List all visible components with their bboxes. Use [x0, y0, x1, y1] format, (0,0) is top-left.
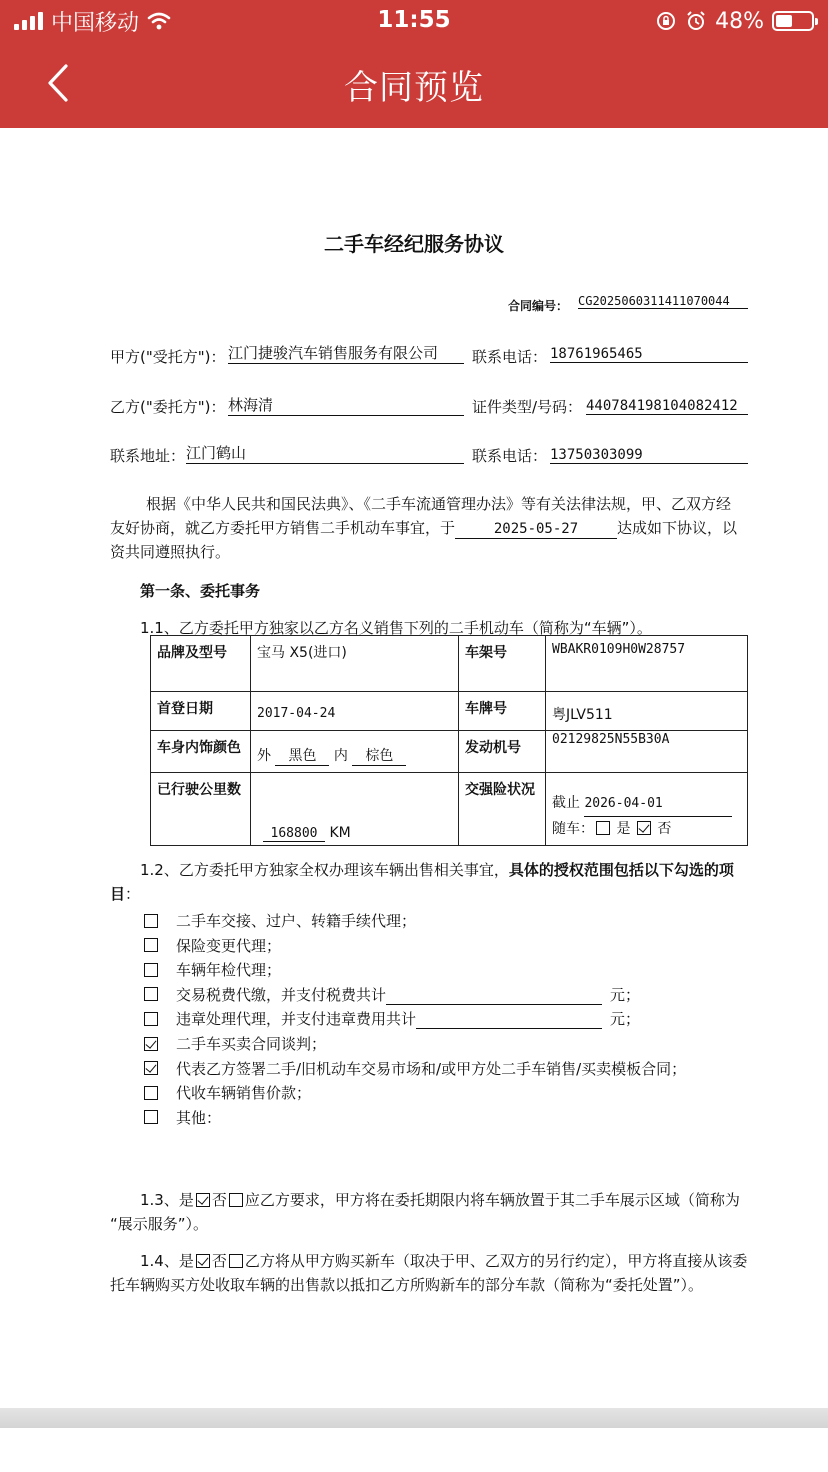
clause-1-4-yes: 1.4、是 [140, 1252, 194, 1270]
ext-prefix: 外 [257, 748, 271, 764]
option-label [176, 1033, 326, 1054]
clause-1-4-no: 否 [211, 1252, 227, 1270]
clause-1-4-text-2: 托车辆购买方处收取车辆的出售款以抵扣乙方所购新车的部分车款（简称为“委托处置”）。 [110, 1276, 704, 1294]
clause-1-3-text-2: “展示服务”）。 [110, 1215, 209, 1233]
insurance-value [546, 773, 748, 846]
intro-line-3: 资共同遵照执行。 [110, 543, 231, 561]
option-text: 其他： [176, 1108, 222, 1127]
intro-line-1: 根据《中华人民共和国民法典》、《二手车流通管理办法》等有关法律法规，甲、乙双方经 [146, 495, 732, 513]
phone-b: 13750303099 [550, 447, 748, 464]
authority-option[interactable] [142, 935, 281, 956]
clause-1-3 [110, 1188, 750, 1236]
clause-1-3-yes: 1.3、是 [140, 1191, 194, 1209]
option-label [176, 984, 640, 1005]
intro-text-a: 友好协商，就乙方委托甲方销售二手机动车事宜，于 [110, 519, 456, 537]
phone-a: 18761965465 [550, 346, 748, 363]
authority-option[interactable] [142, 910, 416, 931]
option-label [176, 1107, 221, 1128]
rotation-lock-icon [655, 10, 677, 32]
option-text: 保险变更代理； [176, 936, 282, 955]
battery-percent: 48% [715, 8, 764, 34]
option-text: 代收车辆销售价款； [176, 1084, 312, 1103]
int-color: 棕色 [352, 745, 406, 766]
clause-1-4-text: 乙方将从甲方购买新车（取决于甲、乙双方的另行约定），甲方将直接从该委 [244, 1252, 748, 1270]
option-checkbox[interactable] [144, 1037, 158, 1051]
section-1-heading: 第一条、委托事务 [140, 582, 261, 600]
intro-text-b: 达成如下协议，以 [617, 519, 738, 537]
option-checkbox[interactable] [144, 963, 158, 977]
bottom-area [0, 1428, 828, 1472]
option-checkbox[interactable] [144, 1110, 158, 1124]
engine-value: 02129825N55B30A [546, 731, 748, 773]
mileage-label: 已行驶公里数 [151, 773, 251, 846]
option-text: 车辆年检代理； [176, 961, 282, 980]
color-value [251, 731, 459, 773]
clause-1-3-no: 否 [211, 1191, 227, 1209]
authority-option[interactable] [142, 1082, 311, 1103]
clause-1-3-no-checkbox[interactable] [229, 1193, 243, 1207]
ins-until-label: 截止 [552, 795, 580, 811]
intro-date: 2025-05-27 [455, 520, 617, 539]
vin-value: WBAKR0109H0W28757 [546, 636, 748, 692]
authority-option[interactable] [142, 1033, 326, 1054]
option-label [176, 1058, 686, 1079]
page-title: 合同预览 [344, 68, 484, 108]
authority-option[interactable] [142, 1058, 686, 1079]
battery-icon [772, 11, 814, 31]
amount-blank[interactable] [386, 991, 602, 1005]
contract-no-label: 合同编号： [508, 299, 569, 313]
phone-label-b: 联系电话： [472, 447, 548, 465]
clause-1-2-colon: ： [125, 885, 141, 903]
ins-no-checkbox[interactable] [637, 821, 651, 835]
clause-1-2 [110, 858, 750, 906]
contract-document[interactable] [0, 128, 828, 1408]
mileage-unit: KM [329, 825, 351, 841]
mileage-number: 168800 [263, 826, 325, 842]
page-divider [0, 1408, 828, 1428]
option-text: 二手车交接、过户、转籍手续代理； [176, 912, 417, 930]
clause-1-3-yes-checkbox[interactable] [196, 1193, 210, 1207]
carrier-name: 中国移动 [51, 10, 140, 36]
reg-date-label: 首登日期 [151, 692, 251, 731]
ins-until-date: 2026-04-01 [584, 791, 732, 817]
option-label [176, 959, 281, 980]
amount-blank[interactable] [416, 1015, 602, 1029]
alarm-clock-icon [685, 10, 707, 32]
party-a-name: 江门捷骏汽车销售服务有限公司 [228, 342, 464, 364]
intro-line-2 [110, 516, 750, 540]
ins-with-label: 随车： [552, 821, 594, 837]
authority-option[interactable] [142, 984, 640, 1005]
app-header [0, 0, 828, 128]
clause-1-4-no-checkbox[interactable] [229, 1254, 243, 1268]
ins-yes-label: 是 [616, 821, 631, 837]
plate-value: 粤JLV511 [546, 692, 748, 731]
intro-paragraph [110, 492, 750, 564]
ins-no-label: 否 [657, 821, 672, 837]
status-time: 11:55 [377, 7, 451, 33]
status-right [655, 8, 814, 34]
plate-label: 车牌号 [459, 692, 546, 731]
option-checkbox[interactable] [144, 1061, 158, 1075]
insurance-label: 交强险状况 [459, 773, 546, 846]
option-checkbox[interactable] [144, 987, 158, 1001]
clause-1-3-text: 应乙方要求，甲方将在委托期限内将车辆放置于其二手车展示区域（简称为 [244, 1191, 740, 1209]
ext-color: 黑色 [275, 745, 329, 766]
mileage-value [251, 773, 459, 846]
brand-label: 品牌及型号 [151, 636, 251, 692]
clause-1-4 [110, 1249, 750, 1297]
vin-label: 车架号 [459, 636, 546, 692]
id-number: 440784198104082412 [586, 398, 748, 415]
brand-value: 宝马 X5(进口) [251, 636, 459, 692]
option-label [176, 910, 416, 931]
option-text: 二手车买卖合同谈判； [176, 1035, 327, 1053]
vehicle-table [150, 635, 748, 846]
authority-option[interactable] [142, 1008, 640, 1029]
id-label: 证件类型/号码： [472, 398, 583, 416]
contract-title: 二手车经纪服务协议 [324, 232, 504, 256]
option-text: 代表乙方签署二手/旧机动车交易市场和/或甲方处二手车销售/买卖模板合同； [176, 1059, 687, 1078]
option-suffix: 元； [610, 985, 641, 1004]
engine-label: 发动机号 [459, 731, 546, 773]
clause-1-2-bold: 具体的授权范围包括以下勾选的项 [508, 861, 734, 879]
clause-1-2-text: 1.2、乙方委托甲方独家全权办理该车辆出售相关事宜， [140, 861, 509, 879]
option-checkbox[interactable] [144, 1086, 158, 1100]
option-text: 违章处理代理，并支付违章费用共计 [176, 1010, 417, 1029]
clause-1-1: 1.1、乙方委托甲方独家以乙方名义销售下列的二手机动车（简称为“车辆”）。 [140, 619, 652, 637]
phone-label-a: 联系电话： [472, 348, 548, 366]
option-checkbox[interactable] [144, 1012, 158, 1026]
clause-1-2-bold-end: 目 [110, 885, 126, 903]
clause-1-4-yes-checkbox[interactable] [196, 1254, 210, 1268]
color-label: 车身内饰颜色 [151, 731, 251, 773]
contract-no: CG2025060311411070044 [578, 294, 748, 309]
option-checkbox[interactable] [144, 938, 158, 952]
authority-option[interactable] [142, 959, 281, 980]
party-b-name: 林海清 [228, 394, 464, 416]
option-checkbox[interactable] [144, 914, 158, 928]
option-text: 交易税费代缴，并支付税费共计 [176, 985, 387, 1004]
address-label: 联系地址： [110, 447, 186, 465]
int-prefix: 内 [333, 748, 348, 764]
party-a-label: 甲方("受托方")： [110, 348, 226, 366]
option-label [176, 1008, 640, 1029]
reg-date-value: 2017-04-24 [251, 692, 459, 731]
address: 江门鹤山 [186, 442, 464, 464]
option-label [176, 1082, 311, 1103]
option-label [176, 935, 281, 956]
party-b-label: 乙方("委托方")： [110, 398, 226, 416]
authority-option[interactable] [142, 1107, 221, 1128]
ins-yes-checkbox[interactable] [596, 821, 610, 835]
option-suffix: 元； [610, 1010, 641, 1029]
